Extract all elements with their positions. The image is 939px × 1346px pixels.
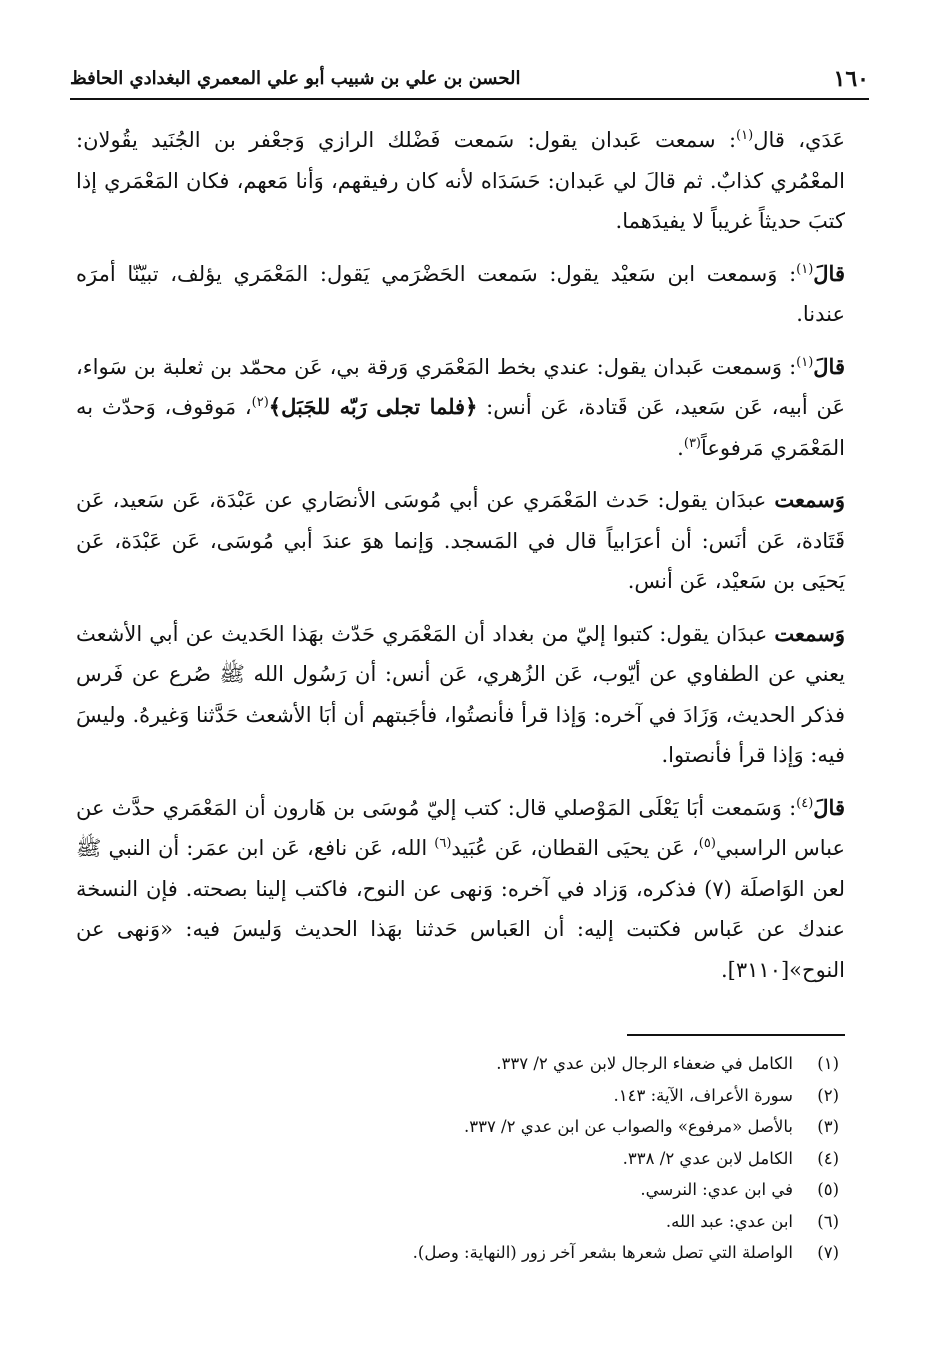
paragraph-text: : وَسمعت ابن سَعيْد يقول: سَمعت الحَضْرَمي يَقول: المَعْمَري يؤلف، تبيّنّا أمرَه عندنا. [76, 261, 845, 326]
paragraph-lead: قالَ [813, 794, 845, 820]
paragraph-text: : وَسمعت عَبدان يقول: عندي بخط المَعْمَري وَرقة بي، عَن محمّد بن ثعلبة بن سَواء، عَن أبيه، عَن سَعيد، عَن قَتادة، عَن أنس: [76, 354, 845, 419]
footnote [90, 1174, 839, 1206]
paragraph [76, 788, 845, 991]
footnote-text: ابن عدي: عبد الله. [665, 1211, 793, 1231]
footnotes [90, 1048, 839, 1269]
main-text [76, 120, 845, 1002]
footnote-text: بالأصل «مرفوع» والصواب عن ابن عدي ٢/ ٣٣٧. [463, 1117, 793, 1136]
footnote-text: سورة الأعراف، الآية: ١٤٣. [613, 1085, 793, 1105]
paragraph-lead: وَسمعت [774, 620, 845, 646]
footnote-ref: (٢) [251, 395, 269, 410]
footnote-ref: (٦) [434, 836, 452, 851]
paragraph-lead: وَسمعت [774, 487, 845, 512]
paragraph-text: عبدَان يقول: حَدث المَعْمَري عن أبي مُوسَى الأنصَاري عن عَبْدَة، عَن سَعيد، عَن قَتَادة، عَن أنَس: أن أعرَابياً قال في المَسجد. وَإنما هوَ عندَ أبي مُوسَى، عَن عَبْدَة، عَن يَحيَى بن سَعيْد، عَن أنس. [76, 488, 845, 593]
page-number: ١٦٠ [833, 66, 869, 92]
footnote-ref: (٣) [683, 435, 701, 451]
footnote-text: في ابن عدي: النرسي. [640, 1180, 793, 1199]
footnote [90, 1111, 839, 1143]
footnote [90, 1048, 839, 1080]
quran-quote: ﴿فلما تجلى رَبّه للجَبَل﴾ [268, 394, 478, 419]
footnote [90, 1206, 839, 1238]
paragraph-text: : وَسَمعت أبَا يَعْلَى المَوْصلي قال: كتب إليّ مُوسَى بن هَارون أن المَعْمَري حدَّث عن عباس الراسبي [76, 795, 845, 860]
footnote-text: الكامل لابن عدي ٢/ ٣٣٨. [622, 1148, 793, 1168]
paragraph [76, 480, 845, 602]
paragraph [76, 347, 845, 469]
footnote-number: (٧) [817, 1243, 839, 1262]
footnote-text: الواصلة التي تصل شعرها بشعر آخر زور (النهاية: وصل). [412, 1243, 793, 1262]
paragraph-text: : سمعت عَبدان يقول: سَمعت فَضْلك الرازي وَجعْفر بن الجُنَيد يقُولان: المعْمُري كذابٌ. ثم قالَ لي عَبدان: حَسَدَاه لأنه كان رفيقهم، وَأنا مَعهم، فكان المَعْمَري إذا كتبَ حديثاً غريباً لا يفيدَهما. [76, 128, 845, 233]
paragraph-text: . [677, 435, 684, 460]
footnote-ref: (٥) [698, 836, 716, 851]
paragraph-text: عَدَي، قال [753, 128, 845, 152]
footnote-text: الكامل في ضعفاء الرجال لابن عدي ٢/ ٣٣٧. [496, 1054, 793, 1073]
paragraph [76, 120, 845, 242]
footnote [90, 1143, 839, 1175]
footnote-separator [627, 1034, 845, 1036]
paragraph [76, 254, 845, 335]
footnote-number: (٣) [817, 1117, 839, 1136]
running-title: الحسن بن علي بن شبيب أبو علي المعمري البغدادي الحافظ [70, 68, 521, 89]
page-header [70, 62, 869, 100]
paragraph-text: الله، عَن نافع، عَن ابن عمَر: أن النبي ﷺ لعن الوَاصلَة (٧) فذكره، وَزاد في آخره: وَنهى عن النوح، فاكتب إلينا بصحته. فإن النسخة عندك عن عَباس فكتبت إليه: أن العَباس حَدثنا بهَذا الحديث وَليسَ فيه: «وَنهى عن النوح»[٣١١٠]. [76, 836, 845, 982]
footnote-number: (٤) [817, 1148, 839, 1168]
paragraph-lead: قالَ [813, 260, 845, 286]
footnote-ref: (٤) [796, 795, 814, 811]
footnote [90, 1080, 839, 1112]
footnote-number: (١) [817, 1054, 839, 1073]
footnote-number: (٦) [817, 1211, 839, 1231]
paragraph-text: ، مَوقوف، وَحدّث به المَعْمَري مَرفوعاً [76, 395, 845, 460]
footnote [90, 1237, 839, 1269]
footnote-number: (٢) [817, 1085, 839, 1105]
footnote-ref: (١) [796, 354, 814, 370]
footnote-ref: (١) [796, 261, 814, 277]
paragraph-text: عبدَان يقول: كتبوا إليّ من بغداد أن المَعْمَري حَدّث بهَذا الحَديث عن أبي الأشعث يعني عن الطفاوي عن أيّوب، عَن الزُهري، عَن أنس: أن رَسُول الله ﷺ صُرع عن فَرس فذكر الحديث، وَزَادَ في آخره: وَإذا قرأ فأنصتُوا، فأجَبتهم أن أبَا الأشعث حَدَّثنا وَغيرهُ. وليسَ فيه: وَإذا قرأ فأنصتوا. [76, 621, 845, 767]
paragraph-text: ، عَن يحيَى القطان، عَن عُبَيد [451, 836, 699, 860]
footnote-ref: (١) [736, 128, 754, 143]
paragraph [76, 614, 845, 776]
paragraph-lead: قالَ [813, 353, 845, 379]
footnote-number: (٥) [817, 1180, 839, 1199]
